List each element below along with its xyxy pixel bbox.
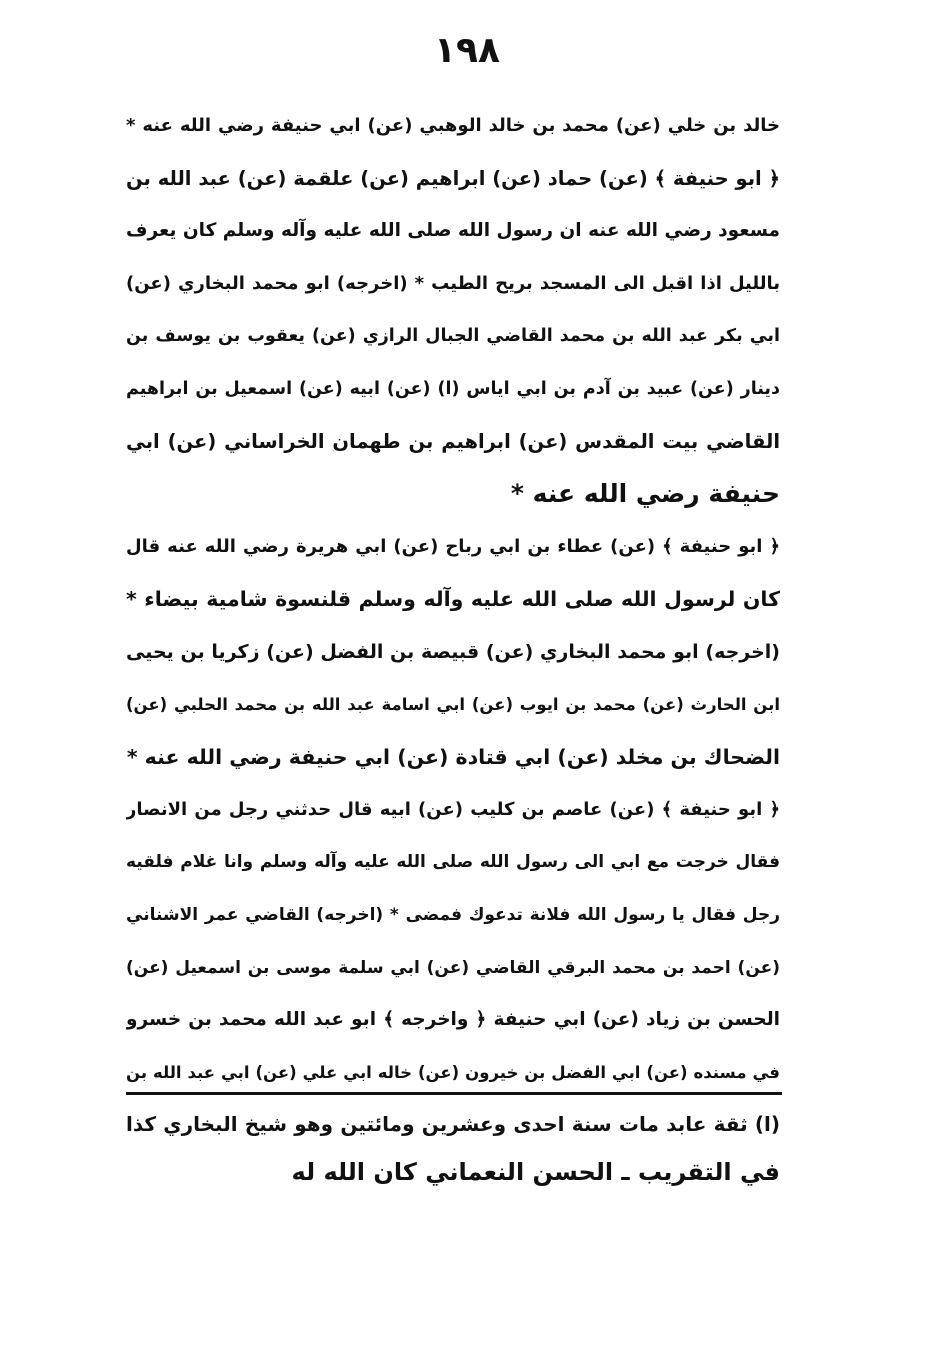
- footnote-divider: [126, 1092, 782, 1095]
- text-line: ﴿ ابو حنيفة ﴾ (عن) عاصم بن كليب (عن) ابيه قال حدثني رجل من الانصار: [126, 798, 780, 820]
- text-line: رجل فقال يا رسول الله فلانة تدعوك فمضى * (اخرجه) القاضي عمر الاشناني: [126, 904, 780, 925]
- text-line: الحسن بن زياد (عن) ابي حنيفة ﴿ واخرجه ﴾ ابو عبد الله محمد بن خسرو: [126, 1009, 780, 1031]
- text-line: خالد بن خلي (عن) محمد بن خالد الوهبي (عن) ابي حنيفة رضي الله عنه *: [126, 115, 780, 136]
- text-line: كان لرسول الله صلى الله عليه وآله وسلم قلنسوة شامية بيضاء *: [126, 587, 780, 612]
- text-line: (عن) احمد بن محمد البرقي القاضي (عن) ابي سلمة موسى بن اسمعيل (عن): [126, 957, 780, 978]
- text-line: (اخرجه) ابو محمد البخاري (عن) قبيصة بن الفضل (عن) زكريا بن يحيى: [126, 640, 780, 663]
- text-line: دينار (عن) عبيد بن آدم بن ابي اياس (ا) (عن) ابيه (عن) اسمعيل بن ابراهيم: [126, 378, 780, 399]
- footnote: [126, 1100, 780, 1196]
- page-number: ١٩٨: [434, 30, 500, 71]
- text-line: القاضي بيت المقدس (عن) ابراهيم بن طهمان الخراساني (عن) ابي: [126, 429, 780, 453]
- text-line: بالليل اذا اقبل الى المسجد بريح الطيب * (اخرجه) ابو محمد البخاري (عن): [126, 272, 780, 294]
- text-line: الضحاك بن مخلد (عن) ابي قتادة (عن) ابي حنيفة رضي الله عنه *: [126, 745, 780, 770]
- text-line: فقال خرجت مع ابي الى رسول الله صلى الله عليه وآله وسلم وانا غلام فلقيه: [126, 852, 780, 873]
- text-line: ﴿ ابو حنيفة ﴾ (عن) حماد (عن) ابراهيم (عن) علقمة (عن) عبد الله بن: [126, 166, 780, 190]
- text-line: مسعود رضي الله عنه ان رسول الله صلى الله عليه وآله وسلم كان يعرف: [126, 220, 780, 242]
- text-line: ﴿ ابو حنيفة ﴾ (عن) عطاء بن ابي رباح (عن) ابي هريرة رضي الله عنه قال: [126, 535, 780, 557]
- footnote-line: في التقريب ـ الحسن النعماني كان الله له: [291, 1158, 780, 1186]
- footnote-line: (ا) ثقة عابد مات سنة احدى وعشرين ومائتين وهو شيخ البخاري كذا: [126, 1112, 780, 1136]
- text-line: ابن الحارث (عن) محمد بن ايوب (عن) ابي اسامة عبد الله بن محمد الحلبي (عن): [126, 694, 780, 714]
- text-line: في مسنده (عن) ابي الفضل بن خيرون (عن) خاله ابي علي (عن) ابي عبد الله بن: [126, 1062, 780, 1082]
- main-text: [126, 100, 780, 1099]
- text-line: حنيفة رضي الله عنه *: [510, 479, 780, 509]
- text-line: ابي بكر عبد الله بن محمد القاضي الجبال الرازي (عن) يعقوب بن يوسف بن: [126, 326, 780, 347]
